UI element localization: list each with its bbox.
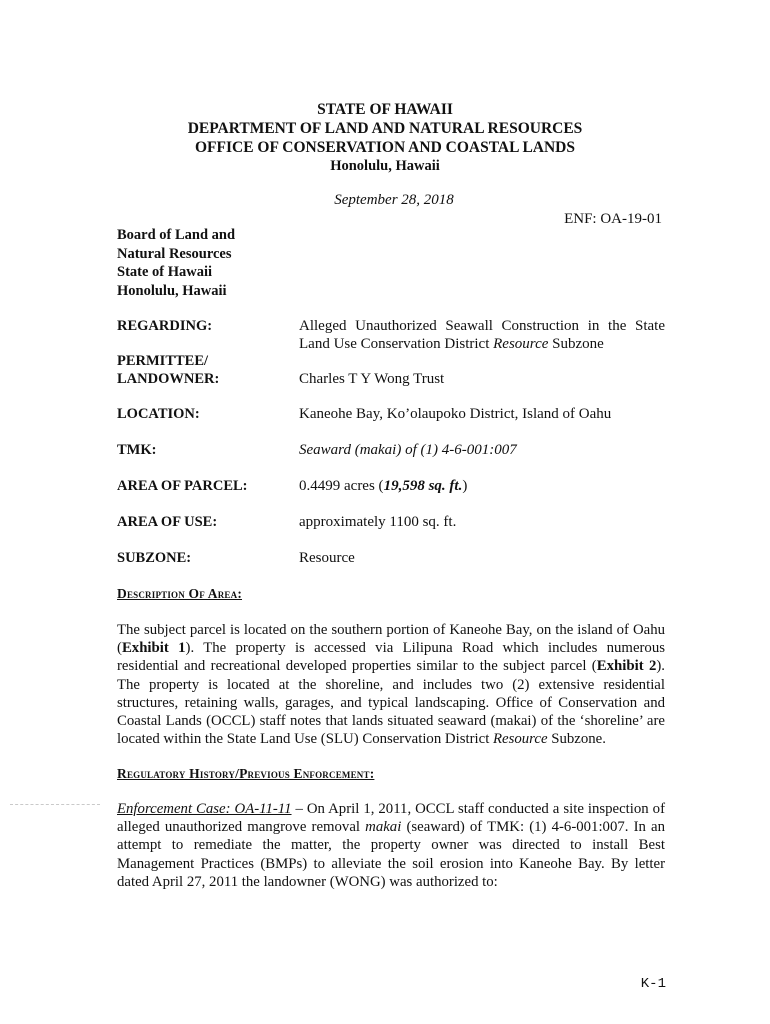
exhibit-1-ref: Exhibit 1 xyxy=(121,640,186,657)
regulatory-paragraph xyxy=(117,800,665,891)
makai-italic: makai xyxy=(365,819,402,836)
regulatory-text: (seaward) of TMK: (1) 4-6-001:007. In an attempt to remediate the matter, the property owner was directed to install Best Management Practices (BMPs) to alleviate the soil erosion into Kaneohe Bay. By letter dated April 27, 2011 the landowner (WONG) was authorized to: xyxy=(117,819,665,890)
addressee-line: Natural Resources xyxy=(117,245,232,262)
permittee-label-line2: LANDOWNER: xyxy=(117,370,220,387)
subzone-label: SUBZONE: xyxy=(117,550,192,566)
area-of-parcel-label: AREA OF PARCEL: xyxy=(117,478,248,494)
enforcement-case-ref: Enforcement Case: OA-11-11 xyxy=(117,801,292,817)
description-text: ). The property is located at the shoreline, and includes two (2) extensive residential structures, retaining walls, garages, and typical landscaping. Office of Conservation and Coastal Lands (OCCL) staff notes that lands situated seaward (makai) of the ‘shoreline’ are located within the State Land Use (SLU) Conservation District xyxy=(117,658,665,748)
resource-italic: Resource xyxy=(493,731,548,748)
area-of-parcel-acres: 0.4499 acres ( xyxy=(299,478,384,494)
description-text: The subject parcel is located on the southern portion of Kaneohe Bay, on the island of Oahu ( xyxy=(117,622,665,657)
subzone-value: Resource xyxy=(299,550,355,566)
description-text: Subzone. xyxy=(547,731,606,748)
regarding-text: Alleged Unauthorized Seawall Construction in the State Land Use Conservation District xyxy=(299,318,665,352)
addressee-line: Honolulu, Hawaii xyxy=(117,282,227,299)
area-of-use-value: approximately 1100 sq. ft. xyxy=(299,514,457,530)
location-value: Kaneohe Bay, Ko’olaupoko District, Island of Oahu xyxy=(299,406,612,422)
regulatory-heading: Regulatory History/Previous Enforcement: xyxy=(117,766,375,781)
letterhead-department: DEPARTMENT OF LAND AND NATURAL RESOURCES xyxy=(187,120,583,137)
addressee-line: Board of Land and xyxy=(117,227,236,243)
addressee-line: State of Hawaii xyxy=(117,264,213,280)
document-date: September 28, 2018 xyxy=(334,192,454,208)
scan-artifact-line xyxy=(10,804,100,805)
letterhead-office: OFFICE OF CONSERVATION AND COASTAL LANDS xyxy=(195,139,575,156)
description-heading: Description Of Area: xyxy=(117,586,243,601)
letterhead xyxy=(0,100,770,176)
permittee-label xyxy=(117,353,219,388)
addressee-block xyxy=(117,226,235,300)
regarding-value xyxy=(299,318,665,353)
letterhead-state: STATE OF HAWAII xyxy=(317,101,453,118)
location-label: LOCATION: xyxy=(117,406,200,422)
description-paragraph xyxy=(117,621,665,748)
regarding-subzone-italic: Resource xyxy=(493,335,549,352)
enforcement-number: ENF: OA-19-01 xyxy=(564,211,662,227)
tmk-value-text: Seaward (makai) of (1) 4-6-001:007 xyxy=(299,442,517,458)
exhibit-2-ref: Exhibit 2 xyxy=(596,658,657,675)
permittee-label-line1: PERMITTEE/ xyxy=(117,353,209,369)
regulatory-text: – On April 1, 2011, OCCL staff conducted a site inspection of alleged unauthorized mangrove removal xyxy=(117,801,666,836)
permittee-value: Charles T Y Wong Trust xyxy=(299,371,445,387)
letterhead-city: Honolulu, Hawaii xyxy=(330,158,440,174)
tmk-label: TMK: xyxy=(117,442,157,458)
area-of-parcel-close: ) xyxy=(462,478,468,494)
tmk-value xyxy=(299,442,517,460)
page-number: K-1 xyxy=(640,976,666,992)
area-of-parcel-value xyxy=(299,478,467,496)
description-text: ). The property is accessed via Lilipuna Road which includes numerous residential and recreational developed properties similar to the subject parcel ( xyxy=(117,640,665,675)
area-of-use-label: AREA OF USE: xyxy=(117,514,218,530)
area-of-parcel-sqft: 19,598 sq. ft. xyxy=(383,478,463,494)
regarding-label: REGARDING: xyxy=(117,318,213,334)
regarding-text-end: Subzone xyxy=(548,335,604,352)
